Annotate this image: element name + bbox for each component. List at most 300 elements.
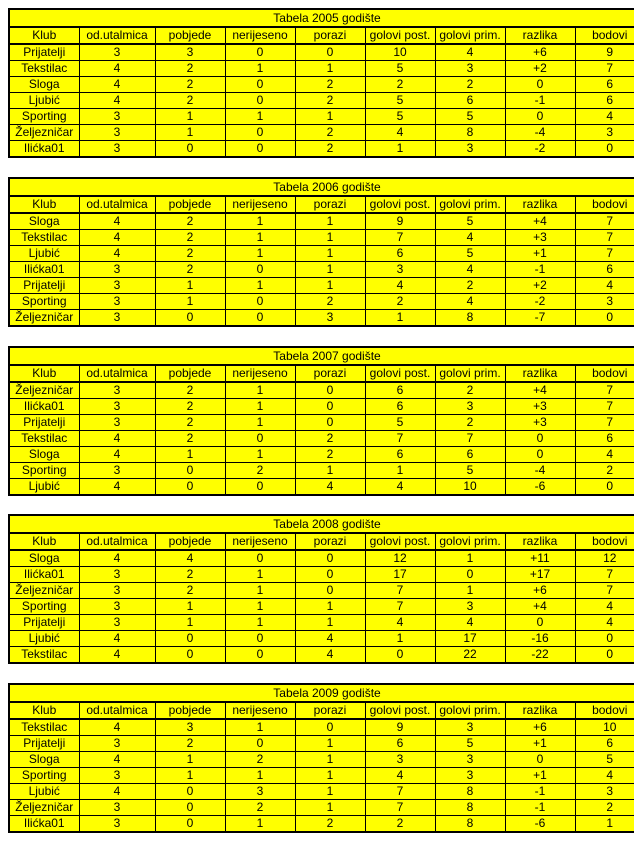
col-bodovi-cell: 1 bbox=[575, 816, 634, 833]
col-razlika-cell: +1 bbox=[505, 246, 575, 262]
col-pobjede-cell: 2 bbox=[155, 77, 225, 93]
col-porazi-cell: 4 bbox=[295, 631, 365, 647]
team-name-cell: Ilićka01 bbox=[9, 567, 79, 583]
col-golovi-prim-cell: 17 bbox=[435, 631, 505, 647]
col-pobjede-cell: 2 bbox=[155, 415, 225, 431]
col-golovi-prim-cell: 5 bbox=[435, 109, 505, 125]
col-klub-header: Klub bbox=[9, 196, 79, 213]
col-utakmica-cell: 3 bbox=[79, 278, 155, 294]
col-golovi-prim-header: golovi prim. bbox=[435, 702, 505, 719]
col-golovi-post-cell: 6 bbox=[365, 246, 435, 262]
table-row bbox=[9, 719, 634, 736]
col-utakmica-header: od.utalmica bbox=[79, 196, 155, 213]
col-porazi-cell: 1 bbox=[295, 246, 365, 262]
table-row bbox=[9, 141, 634, 158]
col-pobjede-cell: 2 bbox=[155, 262, 225, 278]
col-golovi-post-cell: 5 bbox=[365, 93, 435, 109]
col-utakmica-cell: 3 bbox=[79, 109, 155, 125]
col-razlika-cell: +11 bbox=[505, 550, 575, 567]
col-nerijeseno-cell: 0 bbox=[225, 141, 295, 158]
col-pobjede-cell: 1 bbox=[155, 294, 225, 310]
table-row bbox=[9, 415, 634, 431]
col-bodovi-cell: 3 bbox=[575, 125, 634, 141]
col-bodovi-cell: 6 bbox=[575, 262, 634, 278]
col-utakmica-cell: 4 bbox=[79, 479, 155, 496]
col-pobjede-cell: 1 bbox=[155, 615, 225, 631]
col-pobjede-cell: 0 bbox=[155, 310, 225, 327]
team-name-cell: Sporting bbox=[9, 294, 79, 310]
col-bodovi-cell: 2 bbox=[575, 463, 634, 479]
col-golovi-post-cell: 0 bbox=[365, 647, 435, 664]
col-porazi-cell: 2 bbox=[295, 447, 365, 463]
col-bodovi-cell: 12 bbox=[575, 550, 634, 567]
col-utakmica-cell: 3 bbox=[79, 399, 155, 415]
table-row bbox=[9, 230, 634, 246]
table-row bbox=[9, 463, 634, 479]
col-porazi-cell: 0 bbox=[295, 583, 365, 599]
col-golovi-post-header: golovi post. bbox=[365, 196, 435, 213]
col-nerijeseno-cell: 1 bbox=[225, 447, 295, 463]
team-name-cell: Sporting bbox=[9, 463, 79, 479]
table-row bbox=[9, 213, 634, 230]
col-bodovi-cell: 6 bbox=[575, 736, 634, 752]
table-title: Tabela 2008 godište bbox=[9, 515, 634, 533]
col-porazi-cell: 0 bbox=[295, 382, 365, 399]
col-golovi-prim-cell: 8 bbox=[435, 816, 505, 833]
col-golovi-prim-header: golovi prim. bbox=[435, 365, 505, 382]
col-utakmica-cell: 3 bbox=[79, 125, 155, 141]
col-golovi-prim-header: golovi prim. bbox=[435, 196, 505, 213]
table-row bbox=[9, 583, 634, 599]
col-golovi-prim-cell: 1 bbox=[435, 550, 505, 567]
col-pobjede-cell: 1 bbox=[155, 752, 225, 768]
col-porazi-cell: 2 bbox=[295, 141, 365, 158]
col-bodovi-cell: 2 bbox=[575, 800, 634, 816]
col-nerijeseno-cell: 2 bbox=[225, 800, 295, 816]
table-row bbox=[9, 816, 634, 833]
col-razlika-header: razlika bbox=[505, 196, 575, 213]
col-utakmica-cell: 4 bbox=[79, 447, 155, 463]
col-nerijeseno-cell: 2 bbox=[225, 463, 295, 479]
col-razlika-cell: -6 bbox=[505, 816, 575, 833]
col-golovi-post-header: golovi post. bbox=[365, 533, 435, 550]
col-golovi-prim-cell: 3 bbox=[435, 399, 505, 415]
col-golovi-prim-header: golovi prim. bbox=[435, 27, 505, 44]
col-bodovi-cell: 7 bbox=[575, 415, 634, 431]
col-golovi-post-cell: 6 bbox=[365, 382, 435, 399]
col-nerijeseno-cell: 3 bbox=[225, 784, 295, 800]
col-razlika-cell: 0 bbox=[505, 752, 575, 768]
table-row bbox=[9, 262, 634, 278]
table-row bbox=[9, 310, 634, 327]
col-klub-header: Klub bbox=[9, 27, 79, 44]
table-row bbox=[9, 246, 634, 262]
col-golovi-prim-cell: 0 bbox=[435, 567, 505, 583]
col-golovi-post-cell: 7 bbox=[365, 583, 435, 599]
col-pobjede-cell: 2 bbox=[155, 213, 225, 230]
col-utakmica-cell: 3 bbox=[79, 141, 155, 158]
col-nerijeseno-header: nerijeseno bbox=[225, 27, 295, 44]
team-name-cell: Željezničar bbox=[9, 310, 79, 327]
team-name-cell: Prijatelji bbox=[9, 736, 79, 752]
col-razlika-cell: 0 bbox=[505, 447, 575, 463]
team-name-cell: Sloga bbox=[9, 752, 79, 768]
table-row bbox=[9, 125, 634, 141]
col-utakmica-cell: 3 bbox=[79, 615, 155, 631]
col-golovi-prim-cell: 2 bbox=[435, 382, 505, 399]
col-nerijeseno-cell: 1 bbox=[225, 615, 295, 631]
col-nerijeseno-cell: 1 bbox=[225, 599, 295, 615]
col-golovi-post-cell: 5 bbox=[365, 61, 435, 77]
col-bodovi-header: bodovi bbox=[575, 27, 634, 44]
table-row bbox=[9, 278, 634, 294]
col-utakmica-cell: 4 bbox=[79, 719, 155, 736]
col-razlika-cell: +4 bbox=[505, 213, 575, 230]
col-utakmica-cell: 4 bbox=[79, 246, 155, 262]
col-golovi-post-cell: 4 bbox=[365, 615, 435, 631]
col-utakmica-cell: 4 bbox=[79, 230, 155, 246]
col-bodovi-cell: 4 bbox=[575, 447, 634, 463]
col-porazi-cell: 4 bbox=[295, 647, 365, 664]
col-golovi-post-cell: 2 bbox=[365, 294, 435, 310]
col-golovi-prim-cell: 4 bbox=[435, 44, 505, 61]
team-name-cell: Željezničar bbox=[9, 125, 79, 141]
col-pobjede-cell: 0 bbox=[155, 784, 225, 800]
col-bodovi-cell: 7 bbox=[575, 61, 634, 77]
col-golovi-prim-cell: 4 bbox=[435, 262, 505, 278]
col-golovi-prim-cell: 3 bbox=[435, 752, 505, 768]
col-utakmica-cell: 3 bbox=[79, 415, 155, 431]
col-golovi-prim-header: golovi prim. bbox=[435, 533, 505, 550]
col-utakmica-header: od.utalmica bbox=[79, 27, 155, 44]
col-utakmica-cell: 4 bbox=[79, 213, 155, 230]
col-golovi-prim-cell: 3 bbox=[435, 141, 505, 158]
col-utakmica-cell: 3 bbox=[79, 44, 155, 61]
table-row bbox=[9, 800, 634, 816]
col-porazi-cell: 1 bbox=[295, 599, 365, 615]
col-utakmica-cell: 3 bbox=[79, 310, 155, 327]
table-row bbox=[9, 93, 634, 109]
col-pobjede-header: pobjede bbox=[155, 702, 225, 719]
col-golovi-prim-cell: 6 bbox=[435, 93, 505, 109]
col-nerijeseno-cell: 0 bbox=[225, 262, 295, 278]
table-row bbox=[9, 61, 634, 77]
col-pobjede-cell: 0 bbox=[155, 631, 225, 647]
col-razlika-cell: -4 bbox=[505, 125, 575, 141]
col-golovi-post-cell: 9 bbox=[365, 213, 435, 230]
col-razlika-cell: -2 bbox=[505, 141, 575, 158]
col-pobjede-cell: 1 bbox=[155, 599, 225, 615]
col-golovi-post-cell: 7 bbox=[365, 599, 435, 615]
col-pobjede-cell: 1 bbox=[155, 125, 225, 141]
col-bodovi-cell: 4 bbox=[575, 599, 634, 615]
col-bodovi-cell: 0 bbox=[575, 647, 634, 664]
col-nerijeseno-cell: 1 bbox=[225, 816, 295, 833]
col-golovi-post-cell: 7 bbox=[365, 230, 435, 246]
col-pobjede-header: pobjede bbox=[155, 533, 225, 550]
col-razlika-cell: -4 bbox=[505, 463, 575, 479]
col-bodovi-cell: 7 bbox=[575, 583, 634, 599]
col-pobjede-cell: 3 bbox=[155, 719, 225, 736]
team-name-cell: Tekstilac bbox=[9, 431, 79, 447]
col-nerijeseno-cell: 0 bbox=[225, 294, 295, 310]
col-bodovi-cell: 5 bbox=[575, 752, 634, 768]
col-pobjede-cell: 1 bbox=[155, 109, 225, 125]
col-golovi-post-cell: 1 bbox=[365, 141, 435, 158]
col-utakmica-cell: 3 bbox=[79, 599, 155, 615]
col-razlika-cell: +3 bbox=[505, 415, 575, 431]
col-porazi-cell: 0 bbox=[295, 550, 365, 567]
col-pobjede-cell: 1 bbox=[155, 278, 225, 294]
col-porazi-cell: 0 bbox=[295, 44, 365, 61]
col-golovi-post-cell: 6 bbox=[365, 399, 435, 415]
col-golovi-prim-cell: 4 bbox=[435, 230, 505, 246]
col-porazi-cell: 1 bbox=[295, 213, 365, 230]
col-razlika-header: razlika bbox=[505, 365, 575, 382]
col-nerijeseno-cell: 2 bbox=[225, 752, 295, 768]
col-razlika-cell: +17 bbox=[505, 567, 575, 583]
col-golovi-post-cell: 3 bbox=[365, 752, 435, 768]
header-row bbox=[9, 533, 634, 550]
col-bodovi-cell: 4 bbox=[575, 768, 634, 784]
col-golovi-post-cell: 2 bbox=[365, 816, 435, 833]
team-name-cell: Ljubić bbox=[9, 479, 79, 496]
col-utakmica-cell: 3 bbox=[79, 262, 155, 278]
col-pobjede-cell: 2 bbox=[155, 246, 225, 262]
table-title: Tabela 2009 godište bbox=[9, 684, 634, 702]
col-nerijeseno-cell: 1 bbox=[225, 213, 295, 230]
col-nerijeseno-cell: 0 bbox=[225, 77, 295, 93]
col-utakmica-cell: 3 bbox=[79, 736, 155, 752]
col-bodovi-header: bodovi bbox=[575, 533, 634, 550]
col-pobjede-cell: 0 bbox=[155, 816, 225, 833]
col-golovi-post-cell: 3 bbox=[365, 262, 435, 278]
col-utakmica-header: od.utalmica bbox=[79, 365, 155, 382]
col-bodovi-cell: 0 bbox=[575, 310, 634, 327]
col-bodovi-cell: 7 bbox=[575, 230, 634, 246]
team-name-cell: Ljubić bbox=[9, 631, 79, 647]
col-razlika-header: razlika bbox=[505, 27, 575, 44]
col-golovi-post-cell: 4 bbox=[365, 479, 435, 496]
col-pobjede-cell: 2 bbox=[155, 399, 225, 415]
col-bodovi-header: bodovi bbox=[575, 196, 634, 213]
col-utakmica-cell: 4 bbox=[79, 93, 155, 109]
col-nerijeseno-cell: 0 bbox=[225, 431, 295, 447]
table-row bbox=[9, 479, 634, 496]
standings-table-2006 bbox=[8, 177, 634, 327]
col-pobjede-cell: 2 bbox=[155, 230, 225, 246]
col-golovi-prim-cell: 10 bbox=[435, 479, 505, 496]
col-golovi-post-cell: 7 bbox=[365, 800, 435, 816]
col-bodovi-cell: 6 bbox=[575, 77, 634, 93]
table-row bbox=[9, 736, 634, 752]
col-bodovi-cell: 7 bbox=[575, 399, 634, 415]
col-porazi-cell: 0 bbox=[295, 719, 365, 736]
col-nerijeseno-header: nerijeseno bbox=[225, 365, 295, 382]
table-row bbox=[9, 647, 634, 664]
col-razlika-cell: +3 bbox=[505, 230, 575, 246]
col-golovi-post-cell: 17 bbox=[365, 567, 435, 583]
col-razlika-cell: -1 bbox=[505, 784, 575, 800]
col-utakmica-cell: 3 bbox=[79, 583, 155, 599]
header-row bbox=[9, 196, 634, 213]
col-bodovi-cell: 0 bbox=[575, 631, 634, 647]
col-razlika-cell: -7 bbox=[505, 310, 575, 327]
col-golovi-prim-cell: 2 bbox=[435, 77, 505, 93]
col-razlika-cell: +1 bbox=[505, 736, 575, 752]
col-pobjede-cell: 2 bbox=[155, 61, 225, 77]
col-bodovi-cell: 0 bbox=[575, 479, 634, 496]
table-row bbox=[9, 44, 634, 61]
table-row bbox=[9, 784, 634, 800]
col-bodovi-cell: 4 bbox=[575, 278, 634, 294]
col-porazi-cell: 3 bbox=[295, 310, 365, 327]
col-nerijeseno-cell: 0 bbox=[225, 647, 295, 664]
col-utakmica-cell: 4 bbox=[79, 61, 155, 77]
col-porazi-cell: 1 bbox=[295, 768, 365, 784]
col-nerijeseno-header: nerijeseno bbox=[225, 702, 295, 719]
col-razlika-cell: -6 bbox=[505, 479, 575, 496]
col-utakmica-cell: 3 bbox=[79, 382, 155, 399]
col-golovi-post-cell: 1 bbox=[365, 631, 435, 647]
col-porazi-header: porazi bbox=[295, 702, 365, 719]
col-nerijeseno-cell: 1 bbox=[225, 61, 295, 77]
col-golovi-prim-cell: 1 bbox=[435, 583, 505, 599]
col-bodovi-cell: 0 bbox=[575, 141, 634, 158]
col-razlika-cell: +4 bbox=[505, 382, 575, 399]
col-golovi-prim-cell: 3 bbox=[435, 599, 505, 615]
col-golovi-post-cell: 7 bbox=[365, 431, 435, 447]
col-razlika-cell: -22 bbox=[505, 647, 575, 664]
team-name-cell: Ilićka01 bbox=[9, 399, 79, 415]
col-razlika-cell: -1 bbox=[505, 262, 575, 278]
col-porazi-cell: 2 bbox=[295, 77, 365, 93]
col-golovi-prim-cell: 5 bbox=[435, 213, 505, 230]
col-razlika-cell: +2 bbox=[505, 61, 575, 77]
col-razlika-cell: -1 bbox=[505, 93, 575, 109]
table-row bbox=[9, 294, 634, 310]
col-razlika-cell: +6 bbox=[505, 719, 575, 736]
col-bodovi-cell: 7 bbox=[575, 213, 634, 230]
col-porazi-header: porazi bbox=[295, 533, 365, 550]
col-pobjede-cell: 0 bbox=[155, 463, 225, 479]
col-golovi-prim-cell: 4 bbox=[435, 294, 505, 310]
col-golovi-prim-cell: 8 bbox=[435, 125, 505, 141]
team-name-cell: Ljubić bbox=[9, 246, 79, 262]
col-pobjede-header: pobjede bbox=[155, 196, 225, 213]
team-name-cell: Sloga bbox=[9, 550, 79, 567]
col-golovi-prim-cell: 5 bbox=[435, 736, 505, 752]
team-name-cell: Ljubić bbox=[9, 93, 79, 109]
table-row bbox=[9, 399, 634, 415]
col-klub-header: Klub bbox=[9, 702, 79, 719]
table-title-row bbox=[9, 684, 634, 702]
col-golovi-prim-cell: 3 bbox=[435, 768, 505, 784]
col-golovi-post-cell: 5 bbox=[365, 415, 435, 431]
col-porazi-cell: 0 bbox=[295, 567, 365, 583]
col-golovi-post-cell: 9 bbox=[365, 719, 435, 736]
col-golovi-post-cell: 10 bbox=[365, 44, 435, 61]
col-razlika-cell: 0 bbox=[505, 615, 575, 631]
col-nerijeseno-cell: 1 bbox=[225, 399, 295, 415]
col-razlika-cell: +3 bbox=[505, 399, 575, 415]
col-porazi-cell: 2 bbox=[295, 431, 365, 447]
col-golovi-prim-cell: 3 bbox=[435, 719, 505, 736]
col-porazi-cell: 1 bbox=[295, 463, 365, 479]
col-bodovi-cell: 7 bbox=[575, 567, 634, 583]
team-name-cell: Željezničar bbox=[9, 800, 79, 816]
col-golovi-post-cell: 7 bbox=[365, 784, 435, 800]
col-nerijeseno-cell: 1 bbox=[225, 415, 295, 431]
col-bodovi-header: bodovi bbox=[575, 702, 634, 719]
col-golovi-prim-cell: 5 bbox=[435, 463, 505, 479]
col-porazi-cell: 1 bbox=[295, 230, 365, 246]
col-utakmica-cell: 4 bbox=[79, 647, 155, 664]
col-bodovi-cell: 4 bbox=[575, 109, 634, 125]
col-razlika-cell: 0 bbox=[505, 431, 575, 447]
col-utakmica-cell: 3 bbox=[79, 768, 155, 784]
col-nerijeseno-cell: 0 bbox=[225, 93, 295, 109]
header-row bbox=[9, 702, 634, 719]
table-title: Tabela 2006 godište bbox=[9, 178, 634, 196]
col-razlika-cell: +6 bbox=[505, 44, 575, 61]
standings-table-2009 bbox=[8, 683, 634, 833]
col-golovi-prim-cell: 3 bbox=[435, 61, 505, 77]
col-bodovi-cell: 10 bbox=[575, 719, 634, 736]
col-pobjede-header: pobjede bbox=[155, 27, 225, 44]
col-bodovi-cell: 3 bbox=[575, 294, 634, 310]
table-title: Tabela 2007 godište bbox=[9, 347, 634, 365]
col-razlika-cell: 0 bbox=[505, 77, 575, 93]
col-porazi-header: porazi bbox=[295, 196, 365, 213]
col-nerijeseno-cell: 0 bbox=[225, 310, 295, 327]
col-nerijeseno-cell: 1 bbox=[225, 768, 295, 784]
table-row bbox=[9, 77, 634, 93]
team-name-cell: Sporting bbox=[9, 109, 79, 125]
table-row bbox=[9, 768, 634, 784]
col-golovi-prim-cell: 2 bbox=[435, 415, 505, 431]
col-nerijeseno-cell: 1 bbox=[225, 583, 295, 599]
col-klub-header: Klub bbox=[9, 533, 79, 550]
col-golovi-post-cell: 1 bbox=[365, 463, 435, 479]
col-golovi-post-header: golovi post. bbox=[365, 27, 435, 44]
col-pobjede-cell: 0 bbox=[155, 479, 225, 496]
team-name-cell: Prijatelji bbox=[9, 278, 79, 294]
col-golovi-post-header: golovi post. bbox=[365, 365, 435, 382]
col-porazi-cell: 1 bbox=[295, 736, 365, 752]
col-nerijeseno-cell: 1 bbox=[225, 278, 295, 294]
col-golovi-post-cell: 4 bbox=[365, 278, 435, 294]
team-name-cell: Prijatelji bbox=[9, 615, 79, 631]
table-row bbox=[9, 631, 634, 647]
team-name-cell: Ljubić bbox=[9, 784, 79, 800]
col-nerijeseno-cell: 0 bbox=[225, 631, 295, 647]
col-nerijeseno-cell: 1 bbox=[225, 230, 295, 246]
col-razlika-header: razlika bbox=[505, 702, 575, 719]
col-nerijeseno-cell: 0 bbox=[225, 479, 295, 496]
col-porazi-header: porazi bbox=[295, 365, 365, 382]
col-porazi-cell: 0 bbox=[295, 415, 365, 431]
table-row bbox=[9, 752, 634, 768]
table-title: Tabela 2005 godište bbox=[9, 9, 634, 27]
col-razlika-cell: +1 bbox=[505, 768, 575, 784]
col-golovi-prim-cell: 7 bbox=[435, 431, 505, 447]
col-pobjede-cell: 4 bbox=[155, 550, 225, 567]
standings-table-2008 bbox=[8, 514, 634, 664]
col-nerijeseno-header: nerijeseno bbox=[225, 533, 295, 550]
col-porazi-cell: 2 bbox=[295, 294, 365, 310]
col-razlika-cell: 0 bbox=[505, 109, 575, 125]
